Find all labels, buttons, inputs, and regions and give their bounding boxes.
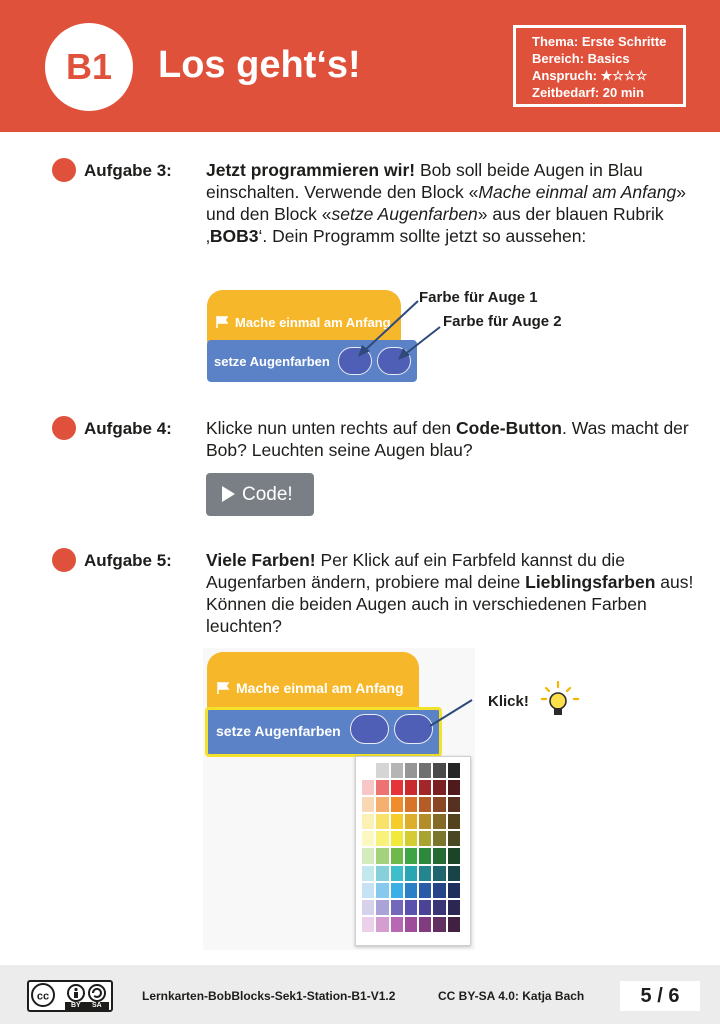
color-swatch[interactable]: [432, 882, 446, 899]
color-swatch[interactable]: [361, 865, 375, 882]
task-text-part: Per Klick auf ein Farbfeld kannst du die Augenfarben ändern, probiere mal deine: [206, 550, 625, 592]
task-text: [206, 417, 696, 461]
color-swatch[interactable]: [375, 916, 389, 933]
color-swatch[interactable]: [390, 847, 404, 864]
task-bullet: [52, 548, 76, 572]
color-swatch[interactable]: [361, 830, 375, 847]
task-text: [206, 549, 696, 637]
color-swatch[interactable]: [375, 779, 389, 796]
color-swatch[interactable]: [404, 830, 418, 847]
color-swatch[interactable]: [418, 796, 432, 813]
task-label: Aufgabe 4:: [84, 419, 172, 438]
eye-color-1-field[interactable]: [350, 714, 389, 744]
color-swatch[interactable]: [361, 899, 375, 916]
color-swatch[interactable]: [447, 796, 461, 813]
color-swatch[interactable]: [418, 916, 432, 933]
info-anspruch-label: Anspruch:: [532, 68, 597, 83]
color-swatch[interactable]: [432, 813, 446, 830]
color-swatch[interactable]: [361, 847, 375, 864]
task-text-bold: Lieblingsfarben: [525, 572, 656, 592]
task-text-bold: Code-Button: [456, 418, 562, 438]
color-swatch[interactable]: [390, 762, 404, 779]
task-lead: Viele Farben!: [206, 550, 316, 570]
task-label: Aufgabe 5:: [84, 551, 172, 570]
color-swatch[interactable]: [418, 813, 432, 830]
task-text-part: ‘. Dein Programm sollte jetzt so aussehen:: [258, 226, 587, 246]
color-swatch[interactable]: [390, 916, 404, 933]
header-bar: [0, 0, 720, 132]
color-swatch[interactable]: [404, 796, 418, 813]
page-title: Los geht‘s!: [158, 44, 361, 86]
color-swatch[interactable]: [361, 779, 375, 796]
color-swatch[interactable]: [375, 796, 389, 813]
info-anspruch: [532, 67, 683, 84]
flag-icon: [217, 682, 230, 694]
color-swatch[interactable]: [432, 916, 446, 933]
cc-by-label: BY: [71, 1002, 81, 1009]
info-bereich: Bereich: Basics: [532, 51, 630, 66]
color-swatch[interactable]: [418, 847, 432, 864]
color-swatch[interactable]: [447, 865, 461, 882]
task-text-part: » aus der blauen Rubrik ‚: [206, 204, 664, 246]
color-palette-grid: [361, 762, 461, 933]
task-text-part: Klicke nun unten rechts auf den: [206, 418, 457, 438]
color-swatch[interactable]: [432, 762, 446, 779]
color-swatch[interactable]: [418, 830, 432, 847]
hat-block-text: Mache einmal am Anfang: [235, 315, 391, 330]
color-swatch[interactable]: [390, 865, 404, 882]
color-swatch[interactable]: [447, 882, 461, 899]
color-swatch[interactable]: [447, 813, 461, 830]
color-swatch[interactable]: [375, 813, 389, 830]
color-swatch[interactable]: [361, 813, 375, 830]
station-badge: B1: [45, 23, 133, 111]
command-block-label: setze Augenfarben: [216, 723, 341, 739]
task-text-italic: Mache einmal am Anfang: [478, 182, 677, 202]
info-thema: Thema: Erste Schritte: [532, 34, 667, 49]
task-text: [206, 159, 696, 247]
color-swatch[interactable]: [404, 779, 418, 796]
task-text-part: aus! Können die beiden Augen auch in verschiedenen Farben leuchten?: [206, 572, 694, 636]
task-text-part: . Was macht der Bob? Leuchten seine Augen blau?: [206, 418, 689, 460]
document-id: Lernkarten-BobBlocks-Sek1-Station-B1-V1.2: [142, 989, 396, 1003]
annotation-arrows: [340, 295, 450, 375]
info-zeitbedarf: Zeitbedarf: 20 min: [532, 85, 644, 100]
color-swatch[interactable]: [361, 882, 375, 899]
color-swatch[interactable]: [390, 779, 404, 796]
click-arrow: [410, 696, 480, 736]
click-label: Klick!: [488, 693, 529, 710]
color-swatch[interactable]: [404, 865, 418, 882]
task-text-italic: setze Augenfarben: [331, 204, 478, 224]
color-swatch[interactable]: [447, 830, 461, 847]
color-swatch[interactable]: [447, 847, 461, 864]
color-swatch[interactable]: [361, 762, 375, 779]
code-button[interactable]: [206, 473, 314, 516]
color-swatch[interactable]: [375, 882, 389, 899]
color-swatch[interactable]: [375, 899, 389, 916]
info-box: [513, 25, 686, 107]
page-number: 5 / 6: [620, 981, 700, 1011]
cc-by-sa-icon: [27, 980, 113, 1012]
color-swatch[interactable]: [418, 899, 432, 916]
color-swatch[interactable]: [432, 796, 446, 813]
color-swatch[interactable]: [375, 830, 389, 847]
color-swatch[interactable]: [404, 882, 418, 899]
hat-block-label: [217, 680, 404, 696]
svg-text:cc: cc: [36, 990, 50, 1003]
annotation-eye-2: Farbe für Auge 2: [443, 313, 562, 330]
task-bullet: [52, 158, 76, 182]
license-text: CC BY-SA 4.0: Katja Bach: [438, 989, 585, 1003]
color-swatch[interactable]: [361, 916, 375, 933]
color-swatch[interactable]: [375, 847, 389, 864]
task-text-part: Bob soll beide Augen in Blau einschalten. Verwende den Block «: [206, 160, 643, 202]
color-swatch[interactable]: [432, 830, 446, 847]
command-block-label: setze Augenfarben: [214, 354, 330, 369]
code-button-label: Code!: [242, 484, 293, 505]
cc-sa-label: SA: [92, 1002, 102, 1009]
color-swatch[interactable]: [447, 779, 461, 796]
hat-block-text: Mache einmal am Anfang: [236, 680, 404, 696]
color-swatch[interactable]: [432, 779, 446, 796]
color-swatch[interactable]: [432, 899, 446, 916]
color-swatch[interactable]: [404, 847, 418, 864]
flag-icon: [216, 316, 229, 328]
color-swatch[interactable]: [447, 899, 461, 916]
color-swatch[interactable]: [390, 830, 404, 847]
color-swatch[interactable]: [390, 882, 404, 899]
color-palette: [355, 756, 471, 946]
color-swatch[interactable]: [418, 882, 432, 899]
lightbulb-icon: [540, 680, 580, 720]
color-swatch[interactable]: [418, 779, 432, 796]
color-swatch[interactable]: [404, 916, 418, 933]
color-swatch[interactable]: [390, 813, 404, 830]
color-swatch[interactable]: [404, 762, 418, 779]
color-swatch[interactable]: [375, 762, 389, 779]
color-swatch[interactable]: [432, 847, 446, 864]
task-bullet: [52, 416, 76, 440]
task-text-part: » und den Block «: [206, 182, 686, 224]
task-text-bold: BOB3: [209, 226, 259, 246]
task-lead: Jetzt programmieren wir!: [206, 160, 416, 180]
color-swatch[interactable]: [404, 813, 418, 830]
color-swatch[interactable]: [447, 916, 461, 933]
color-swatch[interactable]: [361, 796, 375, 813]
color-swatch[interactable]: [418, 762, 432, 779]
annotation-eye-1: Farbe für Auge 1: [419, 289, 538, 306]
color-swatch[interactable]: [404, 899, 418, 916]
color-swatch[interactable]: [447, 762, 461, 779]
play-icon: [222, 486, 235, 502]
color-swatch[interactable]: [432, 865, 446, 882]
task-label: Aufgabe 3:: [84, 161, 172, 180]
color-swatch[interactable]: [375, 865, 389, 882]
color-swatch[interactable]: [390, 796, 404, 813]
color-swatch[interactable]: [390, 899, 404, 916]
difficulty-stars: ★☆☆☆: [600, 68, 648, 83]
color-swatch[interactable]: [418, 865, 432, 882]
